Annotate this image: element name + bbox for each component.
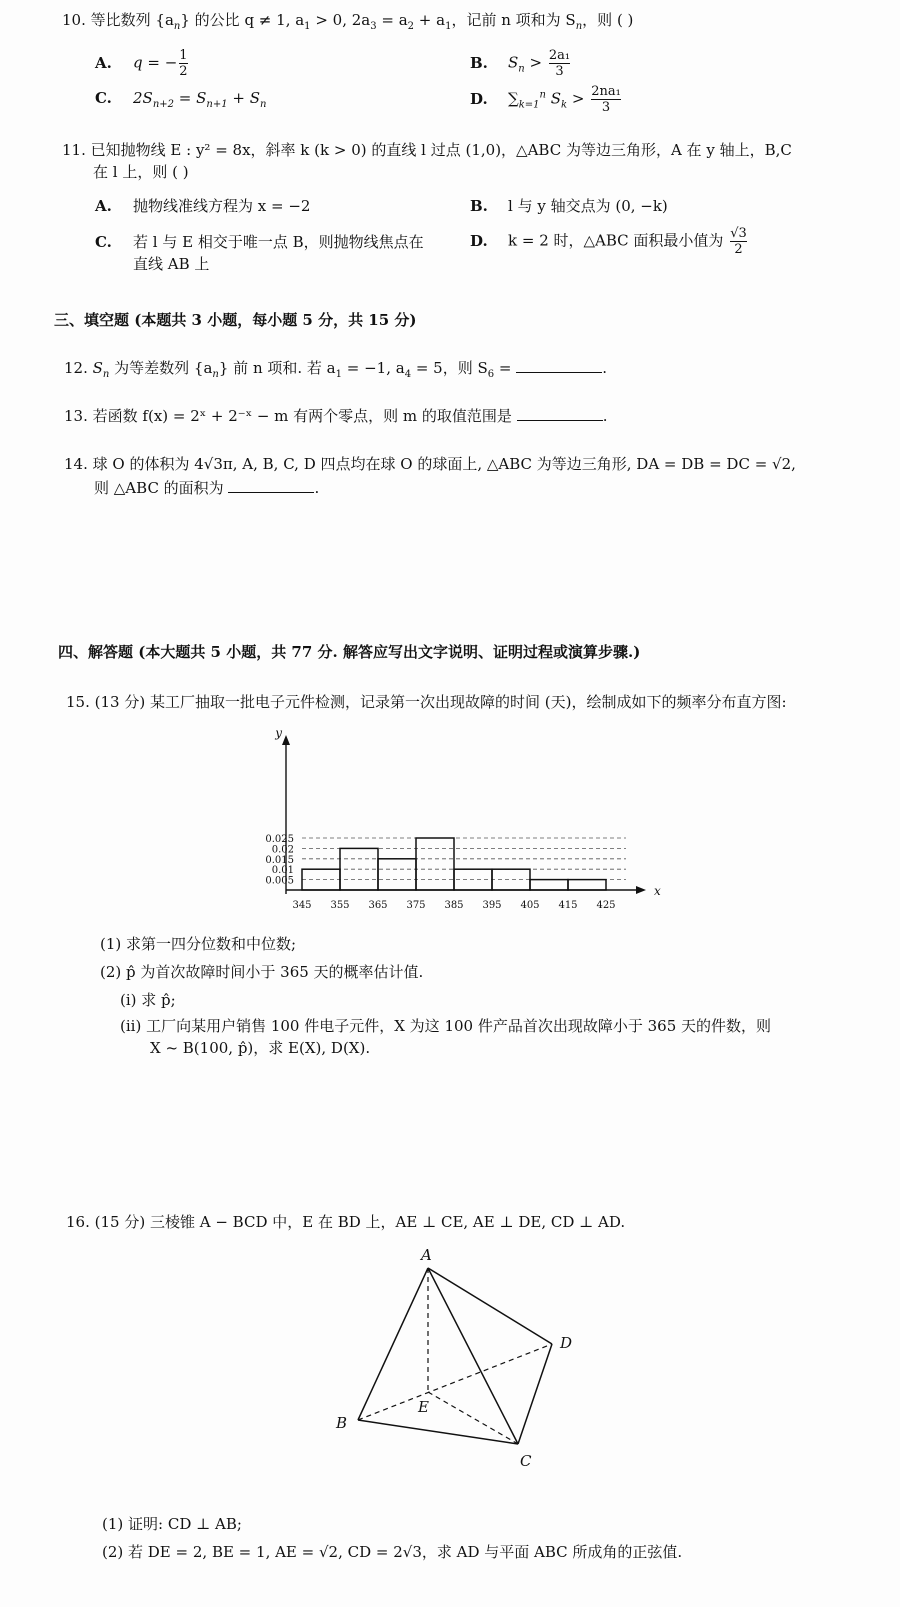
answer-blank xyxy=(228,478,314,493)
fraction: $\frac{√3}{2}$ xyxy=(730,226,747,257)
vertex-label-e: E xyxy=(418,1398,429,1416)
q16-stem: 16. (15 分) 三棱锥 A − BCD 中，E 在 BD 上，AE ⊥ CE, AE ⊥ DE, CD ⊥ AD. xyxy=(66,1213,626,1231)
x-tick-label: 385 xyxy=(444,900,464,911)
q10-option-b: B. $S_n$ > $\frac{\text{2a₁}}{3}$ xyxy=(470,48,571,79)
q11-option-c: C. 若 l 与 E 相交于唯一点 B，则抛物线焦点在 xyxy=(95,233,424,251)
tetrahedron-figure xyxy=(320,1240,600,1480)
section-4-title: 四、解答题 (本大题共 5 小题，共 77 分. 解答应写出文字说明、证明过程或演算步骤.) xyxy=(58,643,641,661)
edge-cd xyxy=(518,1344,552,1444)
q15-part-1: (1) 求第一四分位数和中位数; xyxy=(100,935,297,953)
q16-part-2: (2) 若 DE = 2, BE = 1, AE = √2, CD = 2√3，求 AD 与平面 ABC 所成角的正弦值. xyxy=(102,1543,683,1561)
histogram-bar xyxy=(378,859,416,890)
fraction: $\frac{\text{2na₁}}{3}$ xyxy=(591,84,621,115)
q15-stem: 15. (13 分) 某工厂抽取一批电子元件检测，记录第一次出现故障的时间 (天)，绘制成如下的频率分布直方图: xyxy=(66,693,787,711)
q11-stem-line1: 11. 已知抛物线 E : y² = 8x，斜率 k (k > 0) 的直线 l 过点 (1,0)，△ABC 为等边三角形，A 在 y 轴上，B,C xyxy=(62,141,792,159)
histogram-bar xyxy=(302,869,340,890)
frequency-histogram xyxy=(230,725,660,920)
q10-option-a: A. q = − $\frac{1}{2}$ xyxy=(95,48,188,79)
y-tick-label: 0.01 xyxy=(271,865,294,877)
x-tick-label: 375 xyxy=(406,900,426,911)
vertex-label-b: B xyxy=(336,1414,348,1432)
histogram-bar xyxy=(416,838,454,890)
x-axis-arrow xyxy=(636,886,646,894)
q14-line1: 14. 球 O 的体积为 4√3π, A, B, C, D 四点均在球 O 的球面上, △ABC 为等边三角形, DA = DB = DC = √2, xyxy=(64,455,796,473)
histogram-bar xyxy=(568,880,606,890)
q16-part-1: (1) 证明: CD ⊥ AB; xyxy=(102,1515,242,1533)
edge-ac xyxy=(428,1268,518,1444)
vertex-label-d: D xyxy=(560,1334,573,1352)
q11-option-d: D. k = 2 时，△ABC 面积最小值为 $\frac{√3}{2}$ xyxy=(470,226,747,257)
y-tick-label: 0.015 xyxy=(265,854,294,866)
q15-part-2-i: (i) 求 p̂; xyxy=(120,991,176,1009)
question-12: 12. $S_n$ 为等差数列 $\{a_n\}$ 前 n 项和. 若 $a_1 = -1$, $a_4 = 5$，则 $S_6$ = . xyxy=(64,359,608,380)
q15-part-2-ii-line2: X ~ B(100, p̂)，求 E(X), D(X). xyxy=(150,1039,371,1057)
answer-blank xyxy=(516,358,602,373)
y-tick-label: 0.005 xyxy=(265,875,294,887)
y-axis-label: y xyxy=(275,726,282,740)
q11-option-a: A. 抛物线准线方程为 x = −2 xyxy=(95,197,311,215)
vertex-label-c: C xyxy=(520,1452,532,1470)
q11-option-b: B. l 与 y 轴交点为 (0, −k) xyxy=(470,197,668,215)
answer-blank xyxy=(517,406,603,421)
q15-part-2-ii: (ii) 工厂向某用户销售 100 件电子元件，X 为这 100 件产品首次出现故障小于 365 天的件数，则 xyxy=(120,1017,772,1035)
x-tick-label: 395 xyxy=(482,900,502,911)
y-tick-label: 0.02 xyxy=(271,844,294,856)
histogram-bar xyxy=(492,869,530,890)
q10-option-d: D. $\sum_{k=1}^n$ $S_k$ > $\frac{\text{2na₁}}{3}$ xyxy=(470,84,621,115)
x-tick-label: 345 xyxy=(292,900,312,911)
q10-option-c: C. $2S_{n+2} = S_{n+1} + S_n$ xyxy=(95,89,267,110)
x-tick-label: 365 xyxy=(368,900,388,911)
y-tick-label: 0.025 xyxy=(265,834,294,845)
q10-stem: 10. 等比数列 $\{a_n\}$ 的公比 q ≠ 1, $a_1 > 0$, $2a_3 = a_2 + a_1$，记前 n 项和为 $S_n$，则 ( ) xyxy=(62,11,634,32)
x-tick-label: 415 xyxy=(558,900,578,911)
x-tick-label: 405 xyxy=(520,900,540,911)
fraction: $\frac{1}{2}$ xyxy=(179,48,188,79)
edge-bc xyxy=(358,1420,518,1444)
q11-stem-line2: 在 l 上，则 ( ) xyxy=(93,163,189,181)
histogram-bar xyxy=(340,848,378,890)
q15-part-2: (2) p̂ 为首次故障时间小于 365 天的概率估计值. xyxy=(100,963,424,981)
q11-option-c-line2: 直线 AB 上 xyxy=(133,255,210,273)
histogram-bar xyxy=(530,880,568,890)
question-13: 13. 若函数 f(x) = 2ˣ + 2⁻ˣ − m 有两个零点，则 m 的取值范围是 . xyxy=(64,407,608,425)
section-3-title: 三、填空题 (本题共 3 小题，每小题 5 分，共 15 分) xyxy=(54,311,417,329)
x-axis-label: x xyxy=(654,884,661,898)
fraction: $\frac{\text{2a₁}}{3}$ xyxy=(548,48,571,79)
y-axis-arrow xyxy=(282,735,290,745)
histogram-bar xyxy=(454,869,492,890)
x-tick-label: 425 xyxy=(596,900,616,911)
vertex-label-a: A xyxy=(421,1246,432,1264)
q14-line2: 则 △ABC 的面积为 . xyxy=(94,479,320,497)
x-tick-label: 355 xyxy=(330,900,350,911)
